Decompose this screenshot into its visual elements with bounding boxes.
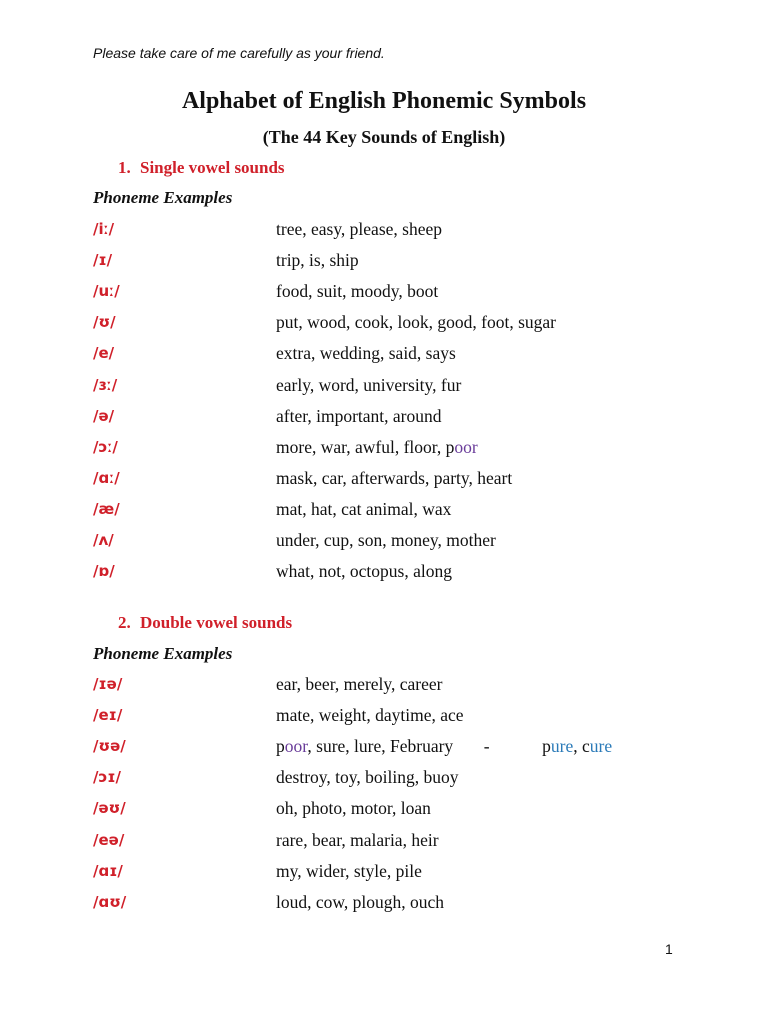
phoneme-symbol: /ɔɪ/ <box>93 768 122 787</box>
phoneme-symbol: /æ/ <box>93 499 120 518</box>
example-text: loud, cow, plough, ouch <box>276 891 445 912</box>
example-text: , sure, lure, February - p <box>307 736 551 757</box>
column-header: Phoneme Examples <box>93 644 233 663</box>
example-text: ear, beer, merely, career <box>276 674 443 694</box>
phoneme-symbol: /eɪ/ <box>93 706 123 725</box>
phoneme-examples <box>276 861 422 882</box>
phoneme-examples <box>276 830 439 851</box>
phoneme-symbol: /e/ <box>93 344 115 363</box>
page-subtitle: (The 44 Key Sounds of English) <box>262 127 506 147</box>
example-text: tree, easy, please, sheep <box>276 219 443 239</box>
phoneme-symbol: /ɔː/ <box>93 437 118 456</box>
example-text: trip, is, ship <box>276 250 359 271</box>
phoneme-symbol: /ɪə/ <box>93 675 123 693</box>
phoneme-examples <box>276 219 442 240</box>
phoneme-symbol: /iː/ <box>93 220 115 238</box>
example-text: mat, hat, cat animal, wax <box>276 498 452 519</box>
section-number: 2. <box>118 613 131 632</box>
phoneme-symbol: /ɑɪ/ <box>93 861 123 880</box>
phoneme-examples <box>276 437 478 458</box>
example-text: after, important, around <box>276 405 442 426</box>
phoneme-examples <box>276 767 458 788</box>
phoneme-symbol: /ɑʊ/ <box>93 892 127 911</box>
phoneme-examples <box>276 674 443 695</box>
example-text: mask, car, afterwards, party, heart <box>276 467 513 488</box>
phoneme-symbol: /ɜː/ <box>93 375 118 394</box>
phoneme-examples <box>276 281 438 302</box>
page-title: Alphabet of English Phonemic Symbols <box>181 88 587 114</box>
phoneme-examples <box>276 312 556 333</box>
phoneme-symbol: /əʊ/ <box>93 799 126 818</box>
phoneme-examples <box>276 375 461 396</box>
phoneme-symbol: /ɒ/ <box>93 562 115 581</box>
page-number: 1 <box>665 941 673 957</box>
example-text: put, wood, cook, look, good, foot, sugar <box>276 312 556 333</box>
phoneme-symbol: /ʌ/ <box>93 531 114 549</box>
example-text: mate, weight, daytime, ace <box>276 705 464 726</box>
phoneme-examples <box>276 561 452 582</box>
example-text: under, cup, son, money, mother <box>276 530 496 550</box>
example-text: more, war, awful, floor, p <box>276 436 455 457</box>
phoneme-examples <box>276 499 451 520</box>
phoneme-examples <box>276 468 512 489</box>
section-heading-text: Single vowel sounds <box>140 158 285 177</box>
phoneme-examples <box>276 798 431 819</box>
section-number: 1. <box>118 158 131 177</box>
example-text: destroy, toy, boiling, buoy <box>276 767 459 788</box>
phoneme-symbol: /eə/ <box>93 830 125 849</box>
example-text: my, wider, style, pile <box>276 860 422 881</box>
section-heading <box>118 613 292 633</box>
highlighted-letters: ure <box>550 736 574 757</box>
highlighted-letters: oor <box>284 736 308 757</box>
phoneme-symbol: /ɪ/ <box>93 251 113 270</box>
example-text: , c <box>573 736 590 757</box>
phoneme-examples <box>276 705 464 726</box>
example-text: extra, wedding, said, says <box>276 343 456 364</box>
highlighted-letters: ure <box>589 736 613 757</box>
phoneme-symbol: /ə/ <box>93 406 115 425</box>
phoneme-examples <box>276 406 442 427</box>
example-text: p <box>276 736 285 757</box>
phoneme-symbol: /ʊə/ <box>93 737 126 756</box>
example-text: early, word, university, fur <box>276 374 462 395</box>
phoneme-examples <box>276 250 359 271</box>
section-heading-text: Double vowel sounds <box>140 613 293 632</box>
phoneme-symbol: /uː/ <box>93 282 120 301</box>
example-text: what, not, octopus, along <box>276 561 452 582</box>
highlighted-letters: oor <box>454 436 478 457</box>
phoneme-examples <box>276 736 612 757</box>
example-text: food, suit, moody, boot <box>276 281 439 302</box>
example-text: oh, photo, motor, loan <box>276 798 431 819</box>
column-header: Phoneme Examples <box>93 188 233 207</box>
phoneme-symbol: /ʊ/ <box>93 313 116 332</box>
phoneme-examples <box>276 892 444 913</box>
phoneme-examples <box>276 343 456 364</box>
phoneme-symbol: /ɑː/ <box>93 468 120 487</box>
phoneme-examples <box>276 530 496 551</box>
example-text: rare, bear, malaria, heir <box>276 829 439 850</box>
section-heading <box>118 158 285 178</box>
header-note: Please take care of me carefully as your friend. <box>93 45 385 61</box>
